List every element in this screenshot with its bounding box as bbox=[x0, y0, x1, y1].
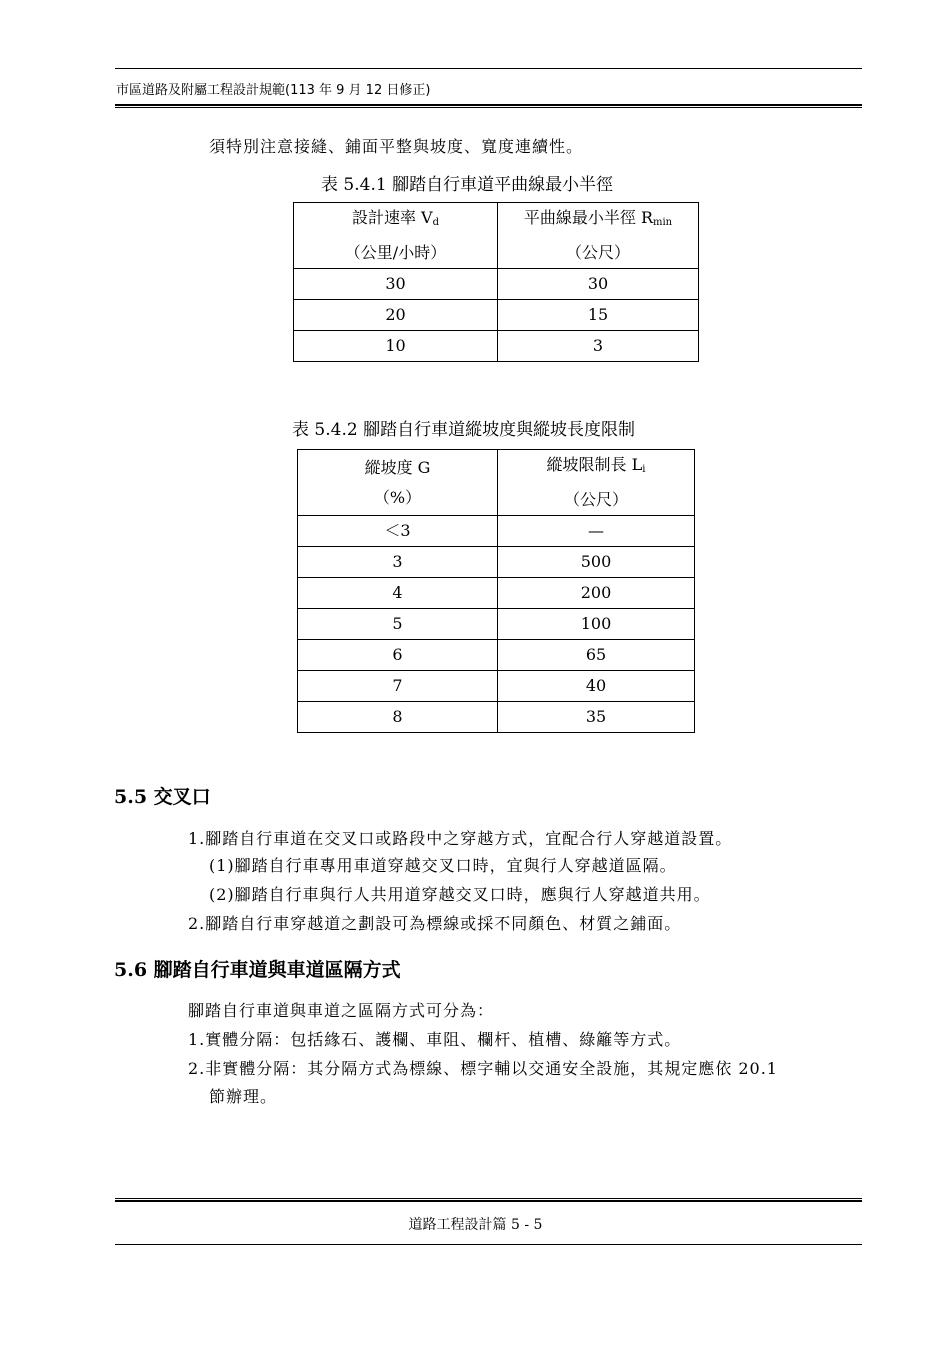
footer-rule-thick bbox=[115, 1200, 862, 1202]
list-item: (1)腳踏自行車專用車道穿越交叉口時，宜與行人穿越道區隔。 bbox=[209, 856, 677, 875]
list-item: 1.實體分隔：包括緣石、護欄、車阻、欄杆、植槽、綠籬等方式。 bbox=[188, 1030, 682, 1049]
list-item: (2)腳踏自行車與行人共用道穿越交叉口時，應與行人穿越道共用。 bbox=[209, 885, 711, 904]
table1 bbox=[293, 202, 699, 362]
table2-caption: 表 5.4.2 腳踏自行車道縱坡度與縱坡長度限制 bbox=[292, 420, 636, 440]
table-row: 6 65 bbox=[298, 640, 695, 671]
table1-caption: 表 5.4.1 腳踏自行車道平曲線最小半徑 bbox=[321, 175, 614, 195]
intro-line: 須特別注意接縫、鋪面平整與坡度、寬度連續性。 bbox=[209, 137, 584, 156]
table-row: 5 100 bbox=[298, 609, 695, 640]
table1-col1-head: 設計速率 $V_d$ （公里/小時） bbox=[294, 203, 498, 269]
page-footer: 道路工程設計篇 5 - 5 bbox=[408, 1217, 543, 1233]
table1-col2-head: 平曲線最小半徑 $R_{min}$ （公尺） bbox=[498, 203, 699, 269]
list-item: 節辦理。 bbox=[209, 1087, 278, 1106]
table-header-row bbox=[294, 203, 699, 269]
list-item: 2.非實體分隔：其分隔方式為標線、標字輔以交通安全設施，其規定應依 20.1 bbox=[188, 1059, 778, 1078]
table-header-row bbox=[298, 450, 695, 516]
header-rule-thin bbox=[115, 107, 862, 108]
footer-rule-bottom bbox=[115, 1244, 862, 1245]
table-row: 3 500 bbox=[298, 547, 695, 578]
table-row: 30 30 bbox=[294, 269, 699, 300]
list-item: 2.腳踏自行車穿越道之劃設可為標線或採不同顏色、材質之鋪面。 bbox=[188, 914, 682, 933]
table-row: 4 200 bbox=[298, 578, 695, 609]
section-5-6-title: 5.6 腳踏自行車道與車道區隔方式 bbox=[114, 959, 401, 981]
table-row: 8 35 bbox=[298, 702, 695, 733]
table2 bbox=[297, 449, 695, 733]
section-5-6-lead: 腳踏自行車道與車道之區隔方式可分為： bbox=[188, 1001, 495, 1020]
header-rule-top bbox=[115, 68, 862, 69]
table2-col1-head: 縱坡度 G （%） bbox=[298, 450, 498, 516]
table-row: 10 3 bbox=[294, 331, 699, 362]
table-row: 20 15 bbox=[294, 300, 699, 331]
table2-col2-head: 縱坡限制長 $L_i$ （公尺） bbox=[498, 450, 695, 516]
header-rule-thick bbox=[115, 104, 862, 106]
section-5-5-title: 5.5 交叉口 bbox=[114, 786, 211, 808]
footer-rule-thin bbox=[115, 1198, 862, 1199]
list-item: 1.腳踏自行車道在交叉口或路段中之穿越方式，宜配合行人穿越道設置。 bbox=[188, 829, 733, 848]
table-row: 7 40 bbox=[298, 671, 695, 702]
table-row: ＜3 — bbox=[298, 516, 695, 547]
page-header: 市區道路及附屬工程設計規範(113 年 9 月 12 日修正) bbox=[116, 83, 431, 98]
